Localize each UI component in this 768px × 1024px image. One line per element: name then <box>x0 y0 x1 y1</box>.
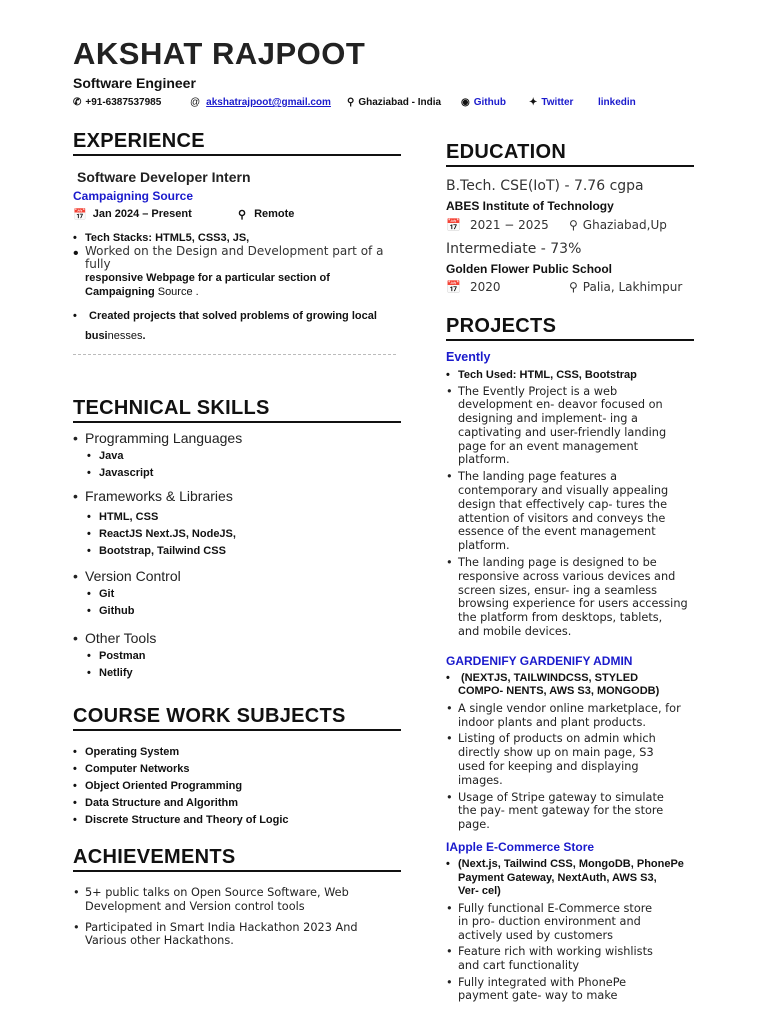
experience-dates: 📅 Jan 2024 – Present <box>73 208 192 221</box>
coursework-list <box>73 744 393 829</box>
list-item: • Created projects that solved problems of growing local businesses. <box>73 306 403 346</box>
list-item: • Tech Stacks: HTML5, CSS3, JS, <box>73 232 403 244</box>
list-item: • Participated in Smart India Hackathon 2023 And Various other Hackathons. <box>73 921 403 949</box>
skill-group: • Frameworks & Libraries <box>73 488 393 505</box>
education-location-1: ⚲ Ghaziabad,Up <box>569 218 667 232</box>
institution-2: Golden Flower Public School <box>446 262 613 276</box>
list-item-continuation: responsive Webpage for a particular section of Campaigning Source . <box>85 272 330 298</box>
project-tech: • (Next.js, Tailwind CSS, MongoDB, PhonePe Payment Gateway, NextAuth, AWS S3, Ver- cel) <box>446 858 696 899</box>
education-heading: EDUCATION <box>446 141 694 167</box>
education-location-2: ⚲ Palia, Lakhimpur <box>569 280 683 294</box>
list-item: • Usage of Stripe gateway to simulate the pay- ment gateway for the store page. <box>446 791 696 832</box>
project-tech: • Tech Used: HTML, CSS, Bootstrap <box>446 369 696 383</box>
project-title: Evently <box>446 350 491 364</box>
skill-item: • Postman <box>87 648 393 665</box>
resume-name: AKSHAT RAJPOOT <box>73 36 366 71</box>
list-item: • 5+ public talks on Open Source Software, Web Development and Version control tools <box>73 886 403 914</box>
list-item: • The Evently Project is a web development en- deavor focused on designing and implement- ing a captivating and user-friendly landing page for an event management platform. <box>446 385 696 468</box>
job-title: Software Engineer <box>73 75 196 91</box>
projects-list <box>446 350 696 1003</box>
list-item: • Worked on the Design and Development part of a fully <box>73 245 403 271</box>
skill-group: • Programming Languages <box>73 430 393 447</box>
list-item: • Listing of products on admin which directly show up on main page, S3 used for keeping and displaying images. <box>446 732 678 787</box>
list-item: • Fully integrated with PhonePe payment gate- way to make <box>446 976 696 1004</box>
degree-2: Intermediate - 73% <box>446 241 582 257</box>
institution-1: ABES Institute of Technology <box>446 199 614 213</box>
experience-title: Software Developer Intern <box>77 169 251 185</box>
project-tech: • (NEXTJS, TAILWINDCSS, STYLED COMPO- NENTS, AWS S3, MONGODB) <box>446 672 696 699</box>
phone-number: +91-6387537985 <box>85 97 162 108</box>
skill-item: • Netlify <box>87 665 393 682</box>
linkedin-contact[interactable] <box>598 97 636 108</box>
experience-company: Campaigning Source <box>73 189 194 203</box>
github-link[interactable]: Github <box>473 97 506 108</box>
skill-group: • Version Control <box>73 568 393 585</box>
experience-mode: ⚲ Remote <box>238 208 295 221</box>
github-contact[interactable] <box>461 97 506 108</box>
phone-contact <box>73 97 161 108</box>
map-pin-icon: ⚲ <box>238 209 247 221</box>
calendar-icon: 📅 <box>446 218 461 232</box>
coursework-heading: COURSE WORK SUBJECTS <box>73 705 401 731</box>
experience-heading: EXPERIENCE <box>73 130 401 156</box>
list-item: • A single vendor online marketplace, for indoor plants and plant products. <box>446 702 696 730</box>
linkedin-link[interactable]: linkedin <box>598 97 636 108</box>
github-icon: ◉ <box>461 97 470 108</box>
skill-item: • Java <box>87 448 393 465</box>
skill-item: • Bootstrap, Tailwind CSS <box>87 543 393 560</box>
skill-item: • HTML, CSS <box>87 509 393 526</box>
skills-heading: TECHNICAL SKILLS <box>73 397 401 423</box>
list-item: • Discrete Structure and Theory of Logic <box>73 812 393 829</box>
map-pin-icon: ⚲ <box>569 218 578 232</box>
skill-item: • Github <box>87 603 393 620</box>
calendar-icon: 📅 <box>446 280 461 294</box>
list-item: • Feature rich with working wishlists and cart functionality <box>446 945 696 973</box>
skills-list <box>73 430 393 682</box>
experience-bullets <box>73 232 403 346</box>
project-title: IApple E-Commerce Store <box>446 840 595 855</box>
phone-icon: ✆ <box>73 97 82 108</box>
degree-1: B.Tech. CSE(IoT) - 7.76 cgpa <box>446 178 644 194</box>
project-title: GARDENIFY GARDENIFY ADMIN <box>446 653 633 668</box>
list-item: • Computer Networks <box>73 761 393 778</box>
projects-heading: PROJECTS <box>446 315 694 341</box>
list-item: • Fully functional E-Commerce store in pro- duction environment and actively used by customers <box>446 902 696 943</box>
list-item: • The landing page is designed to be responsive across various devices and screen sizes, ensur- ing a seamless browsing experience for users accessing the platform from desktops, tablets, and mobile devices. <box>446 556 696 639</box>
map-pin-icon: ⚲ <box>347 97 355 108</box>
skill-item: • Git <box>87 586 393 603</box>
at-icon: @ <box>190 97 201 108</box>
skill-item: • Javascript <box>87 465 393 482</box>
skill-group: • Other Tools <box>73 630 393 647</box>
skill-item: • ReactJS Next.JS, NodeJS, <box>87 526 393 543</box>
location-text: Ghaziabad - India <box>358 97 442 108</box>
map-pin-icon: ⚲ <box>569 280 578 294</box>
achievements-heading: ACHIEVEMENTS <box>73 846 401 872</box>
list-item: • The landing page features a contemporary and visually appealing design that effectively cap- tures the attention of visitors and conveys the essence of the event management platform. <box>446 470 696 553</box>
list-item: • Data Structure and Algorithm <box>73 795 393 812</box>
calendar-icon: 📅 <box>73 209 87 221</box>
list-item: • Object Oriented Programming <box>73 778 393 795</box>
email-link[interactable]: akshatrajpoot@gmail.com <box>206 97 331 108</box>
email-contact[interactable] <box>190 97 331 108</box>
twitter-icon: ✦ <box>529 97 538 108</box>
location-contact <box>347 97 441 108</box>
section-divider <box>73 354 396 355</box>
education-dates-1: 📅 2021 − 2025 <box>446 218 549 232</box>
education-dates-2: 📅 2020 <box>446 280 501 294</box>
twitter-link[interactable]: Twitter <box>541 97 574 108</box>
achievements-list <box>73 886 403 948</box>
list-item: • Operating System <box>73 744 393 761</box>
twitter-contact[interactable] <box>529 97 573 108</box>
